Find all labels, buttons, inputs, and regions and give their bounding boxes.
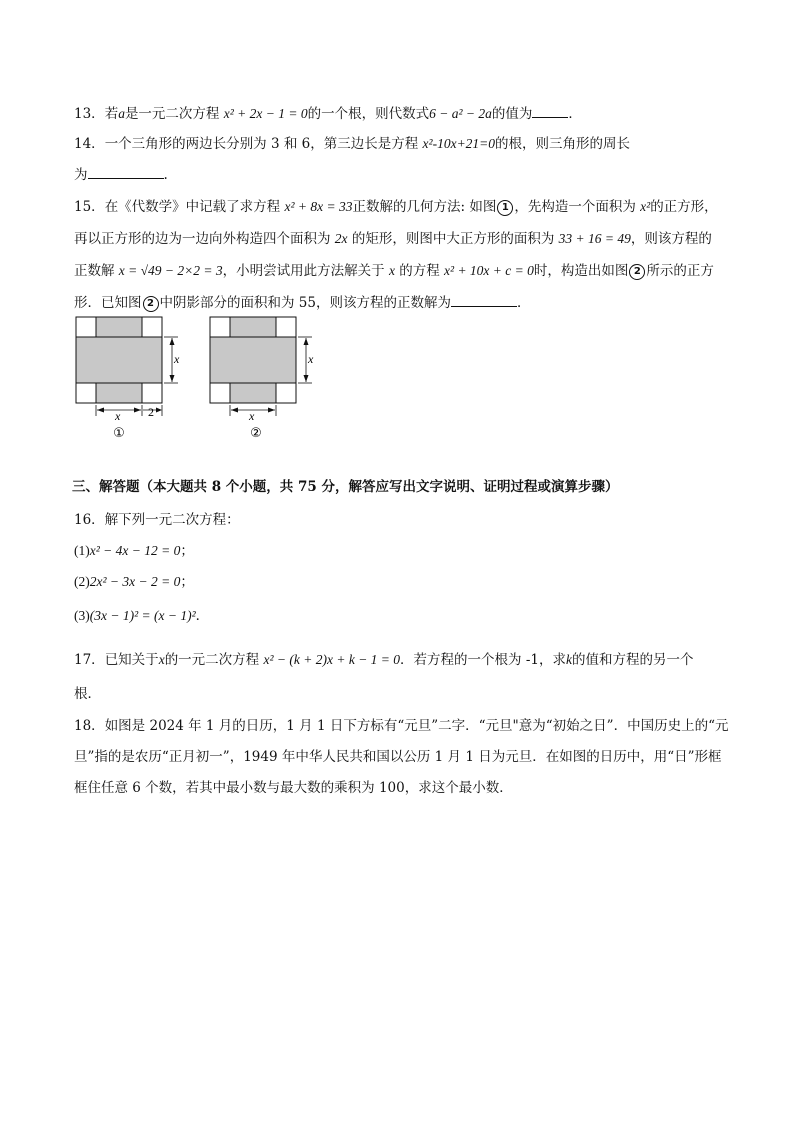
corner-square — [210, 317, 230, 337]
text: 时，构造出如图 — [533, 263, 629, 279]
part-label: (3) — [74, 608, 90, 623]
question-13 — [74, 103, 582, 123]
label-x-side: x — [174, 352, 180, 366]
question-18-line-2 — [74, 748, 722, 766]
text: 框住任意 6 个数，若其中最小数与最大数的乘积为 100，求这个最小数． — [74, 780, 513, 796]
text: 所示的正方 — [646, 263, 714, 279]
shaded-horizontal — [76, 337, 162, 383]
equation: 2x² − 3x − 2 = 0 — [89, 574, 181, 589]
figure-1-marker: 1 — [497, 200, 513, 216]
text: 再以正方形的边为一边向外构造四个面积为 — [74, 231, 331, 247]
answer-blank[interactable] — [451, 292, 517, 307]
label-x-bottom: x — [249, 409, 255, 423]
variable-x: x — [388, 263, 395, 278]
text: ，先构造一个面积为 — [514, 199, 636, 215]
text: 的根，则三角形的周长 — [495, 136, 631, 152]
corner-square — [76, 317, 96, 337]
text: 已知关于 — [104, 652, 159, 668]
figure-2-marker: 2 — [143, 296, 159, 312]
corner-square — [76, 383, 96, 403]
corner-square — [276, 383, 296, 403]
figure-caption: ① — [113, 426, 125, 441]
x-squared: x² — [640, 199, 651, 214]
label-x-side: x — [308, 352, 314, 366]
corner-square — [210, 383, 230, 403]
text: 在《代数学》中记载了求方程 — [104, 199, 281, 215]
text: 正数解 — [74, 263, 115, 279]
text: 一个三角形的两边长分别为 3 和 6，第三边长是方程 — [104, 136, 419, 152]
label-2: 2 — [148, 405, 154, 419]
text: . — [163, 167, 168, 183]
shaded-horizontal — [210, 337, 296, 383]
variable-k: k — [566, 652, 572, 667]
equation: x² + 2x − 1 = 0 — [223, 106, 308, 121]
question-15 — [74, 198, 718, 216]
part-label: (1) — [74, 543, 90, 558]
figure-caption: ② — [250, 426, 262, 441]
text: ，则该方程的 — [630, 231, 712, 247]
solution: x = √49 − 2×2 = 3 — [118, 263, 223, 278]
equation: x² + 8x = 33 — [284, 199, 353, 214]
answer-blank[interactable] — [532, 103, 568, 118]
question-17 — [74, 651, 694, 669]
question-16 — [74, 511, 240, 529]
equation: x² + 10x + c = 0 — [444, 263, 534, 278]
text: ； — [180, 543, 194, 559]
figure-1 — [70, 312, 190, 442]
equation: x² − 4x − 12 = 0 — [89, 543, 181, 558]
text: 形．已知图 — [74, 295, 142, 311]
text: 为 — [74, 167, 88, 183]
area-equation: 33 + 16 = 49 — [558, 231, 631, 246]
question-number: 16． — [74, 512, 105, 528]
text: 根． — [74, 686, 101, 702]
question-14 — [74, 135, 630, 153]
question-15-line-4 — [74, 292, 530, 312]
text: 的方程 — [399, 263, 440, 279]
text: 如图是 2024 年 1 月的日历，1 月 1 日下方标有“元旦”二字．“元旦"意为“初始之日”．中国历史上的“元 — [104, 718, 729, 734]
corner-square — [142, 317, 162, 337]
question-16-part-3 — [74, 607, 209, 625]
text: ． — [195, 608, 210, 624]
section-title: 三、解答题（本大题共 8 个小题，共 75 分，解答应写出文字说明、证明过程或演算步骤） — [72, 479, 619, 495]
question-number: 15． — [74, 199, 105, 215]
corner-square — [142, 383, 162, 403]
text: 的一元二次方程 — [164, 652, 260, 668]
text: ． — [568, 106, 582, 122]
question-number: 17． — [74, 652, 105, 668]
text: 解下列一元二次方程： — [104, 512, 240, 528]
text: 若 — [104, 106, 119, 122]
question-15-line-2 — [74, 230, 712, 248]
text: 中阴影部分的面积和为 55，则该方程的正数解为 — [159, 295, 451, 311]
question-number: 18． — [74, 718, 105, 734]
text: 正数解的几何方法: 如图 — [352, 199, 497, 215]
figure-2-marker: 2 — [629, 264, 645, 280]
two-x: 2x — [334, 231, 348, 246]
question-16-part-1 — [74, 542, 194, 560]
text: 的矩形，则图中大正方形的面积为 — [351, 231, 555, 247]
expression: 6 − a² − 2a — [429, 106, 492, 121]
question-number: 14． — [74, 136, 105, 152]
question-16-part-2 — [74, 573, 194, 591]
question-15-line-3 — [74, 262, 714, 280]
corner-square — [276, 317, 296, 337]
figure-2 — [204, 312, 324, 442]
equation: x²-10x+21=0 — [422, 136, 496, 151]
variable-x: x — [158, 652, 165, 667]
question-18 — [74, 717, 728, 735]
part-label: (2) — [74, 574, 90, 589]
question-17-cont — [74, 685, 101, 703]
text: ． — [516, 295, 531, 311]
text: 的一个根，则代数式 — [307, 106, 430, 122]
question-14-cont — [74, 164, 168, 184]
text: ．若方程的一个根为 -1，求 — [400, 652, 566, 668]
text: 是一元二次方程 — [124, 106, 220, 122]
text: ，小明尝试用此方法解关于 — [222, 263, 385, 279]
equation: x² − (k + 2)x + k − 1 = 0 — [263, 652, 401, 667]
label-x-bottom: x — [115, 409, 121, 423]
answer-blank[interactable] — [88, 164, 164, 179]
text: 旦”指的是农历“正月初一”，1949 年中华人民共和国以公历 1 月 1 日为元旦．在如图的日历中，用“日”形框 — [74, 749, 722, 765]
equation: (3x − 1)² = (x − 1)² — [89, 608, 196, 623]
text: 的正方形， — [650, 199, 718, 215]
question-18-line-3 — [74, 779, 513, 797]
text: 的值为 — [491, 106, 533, 122]
text: ； — [180, 574, 194, 590]
question-number: 13． — [74, 106, 105, 122]
text: 的值和方程的另一个 — [572, 652, 694, 668]
variable-a: a — [118, 106, 125, 121]
